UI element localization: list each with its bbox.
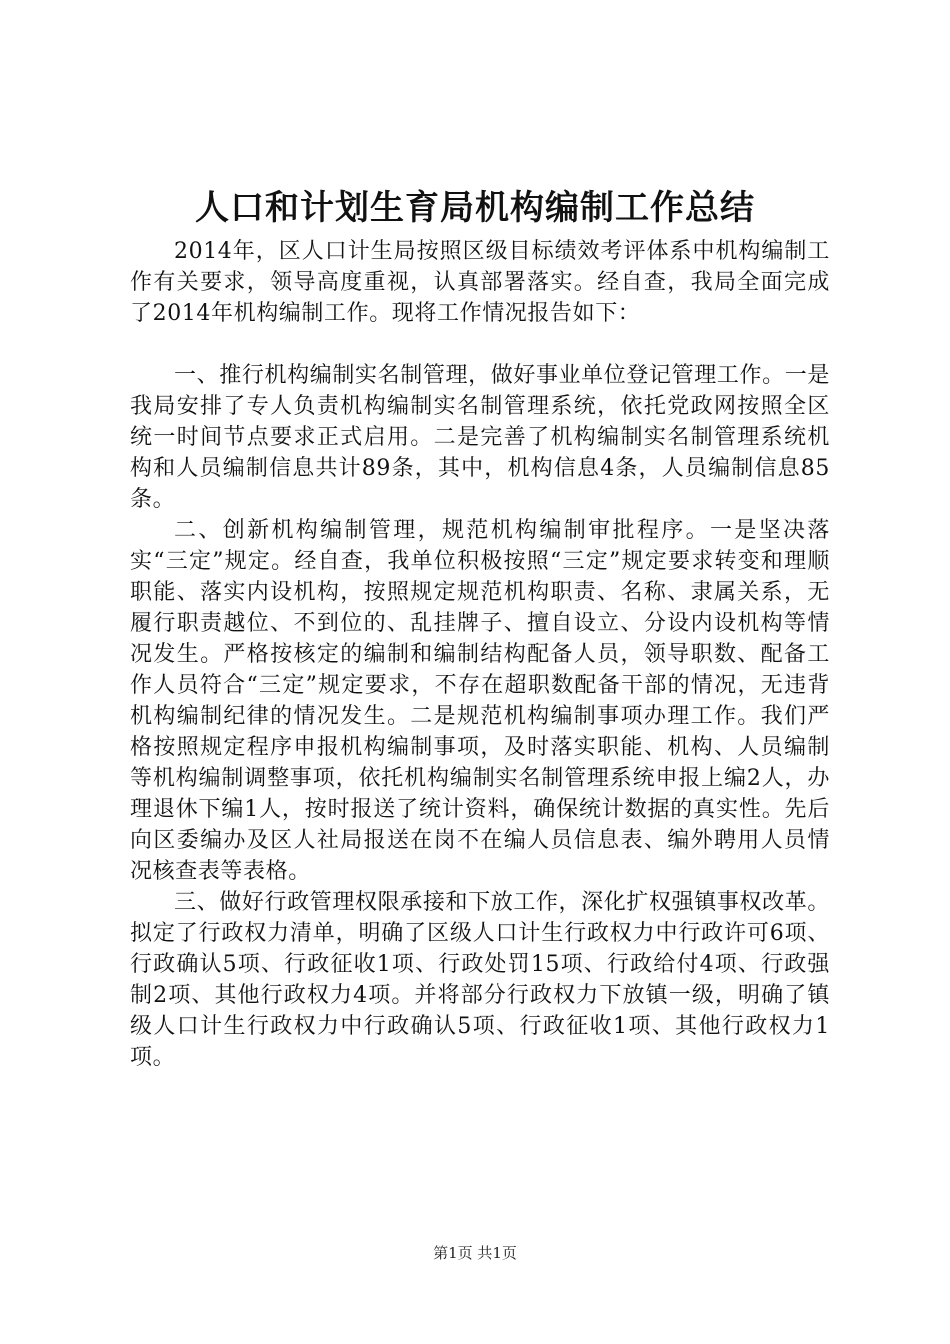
section-1-paragraph: 一、推行机构编制实名制管理，做好事业单位登记管理工作。一是我局安排了专人负责机构编制实名制管理系统，依托党政网按照全区统一时间节点要求正式启用。二是完善了机构编制实名制管理系统机构和人员编制信息共计89条，其中，机构信息4条，人员编制信息85条。 <box>130 363 830 512</box>
paragraph-spacer <box>130 329 830 360</box>
page-number-footer: 第1页 共1页 <box>433 1244 517 1262</box>
document-title: 人口和计划生育局机构编制工作总结 <box>195 188 755 228</box>
intro-paragraph: 2014年，区人口计生局按照区级目标绩效考评体系中机构编制工作有关要求，领导高度重视，认真部署落实。经自查，我局全面完成了2014年机构编制工作。现将工作情况报告如下： <box>130 239 830 326</box>
section-2-paragraph: 二、创新机构编制管理，规范机构编制审批程序。一是坚决落实“三定”规定。经自查，我单位积极按照“三定”规定要求转变和理顺职能、落实内设机构，按照规定规范机构职责、名称、隶属关系，无履行职责越位、不到位的、乱挂牌子、擅自设立、分设内设机构等情况发生。严格按核定的编制和编制结构配备人员，领导职数、配备工作人员符合“三定”规定要求，不存在超职数配备干部的情况，无违背机构编制纪律的情况发生。二是规范机构编制事项办理工作。我们严格按照规定程序申报机构编制事项，及时落实职能、机构、人员编制等机构编制调整事项，依托机构编制实名制管理系统申报上编2人，办理退休下编1人，按时报送了统计资料，确保统计数据的真实性。先后向区委编办及区人社局报送在岗不在编人员信息表、编外聘用人员情况核查表等表格。 <box>130 518 830 884</box>
document-body <box>130 236 830 1073</box>
section-3-paragraph: 三、做好行政管理权限承接和下放工作，深化扩权强镇事权改革。拟定了行政权力清单，明确了区级人口计生行政权力中行政许可6项、行政确认5项、行政征收1项、行政处罚15项、行政给付4项、行政强制2项、其他行政权力4项。并将部分行政权力下放镇一级，明确了镇级人口计生行政权力中行政确认5项、行政征收1项、其他行政权力1项。 <box>130 890 830 1070</box>
